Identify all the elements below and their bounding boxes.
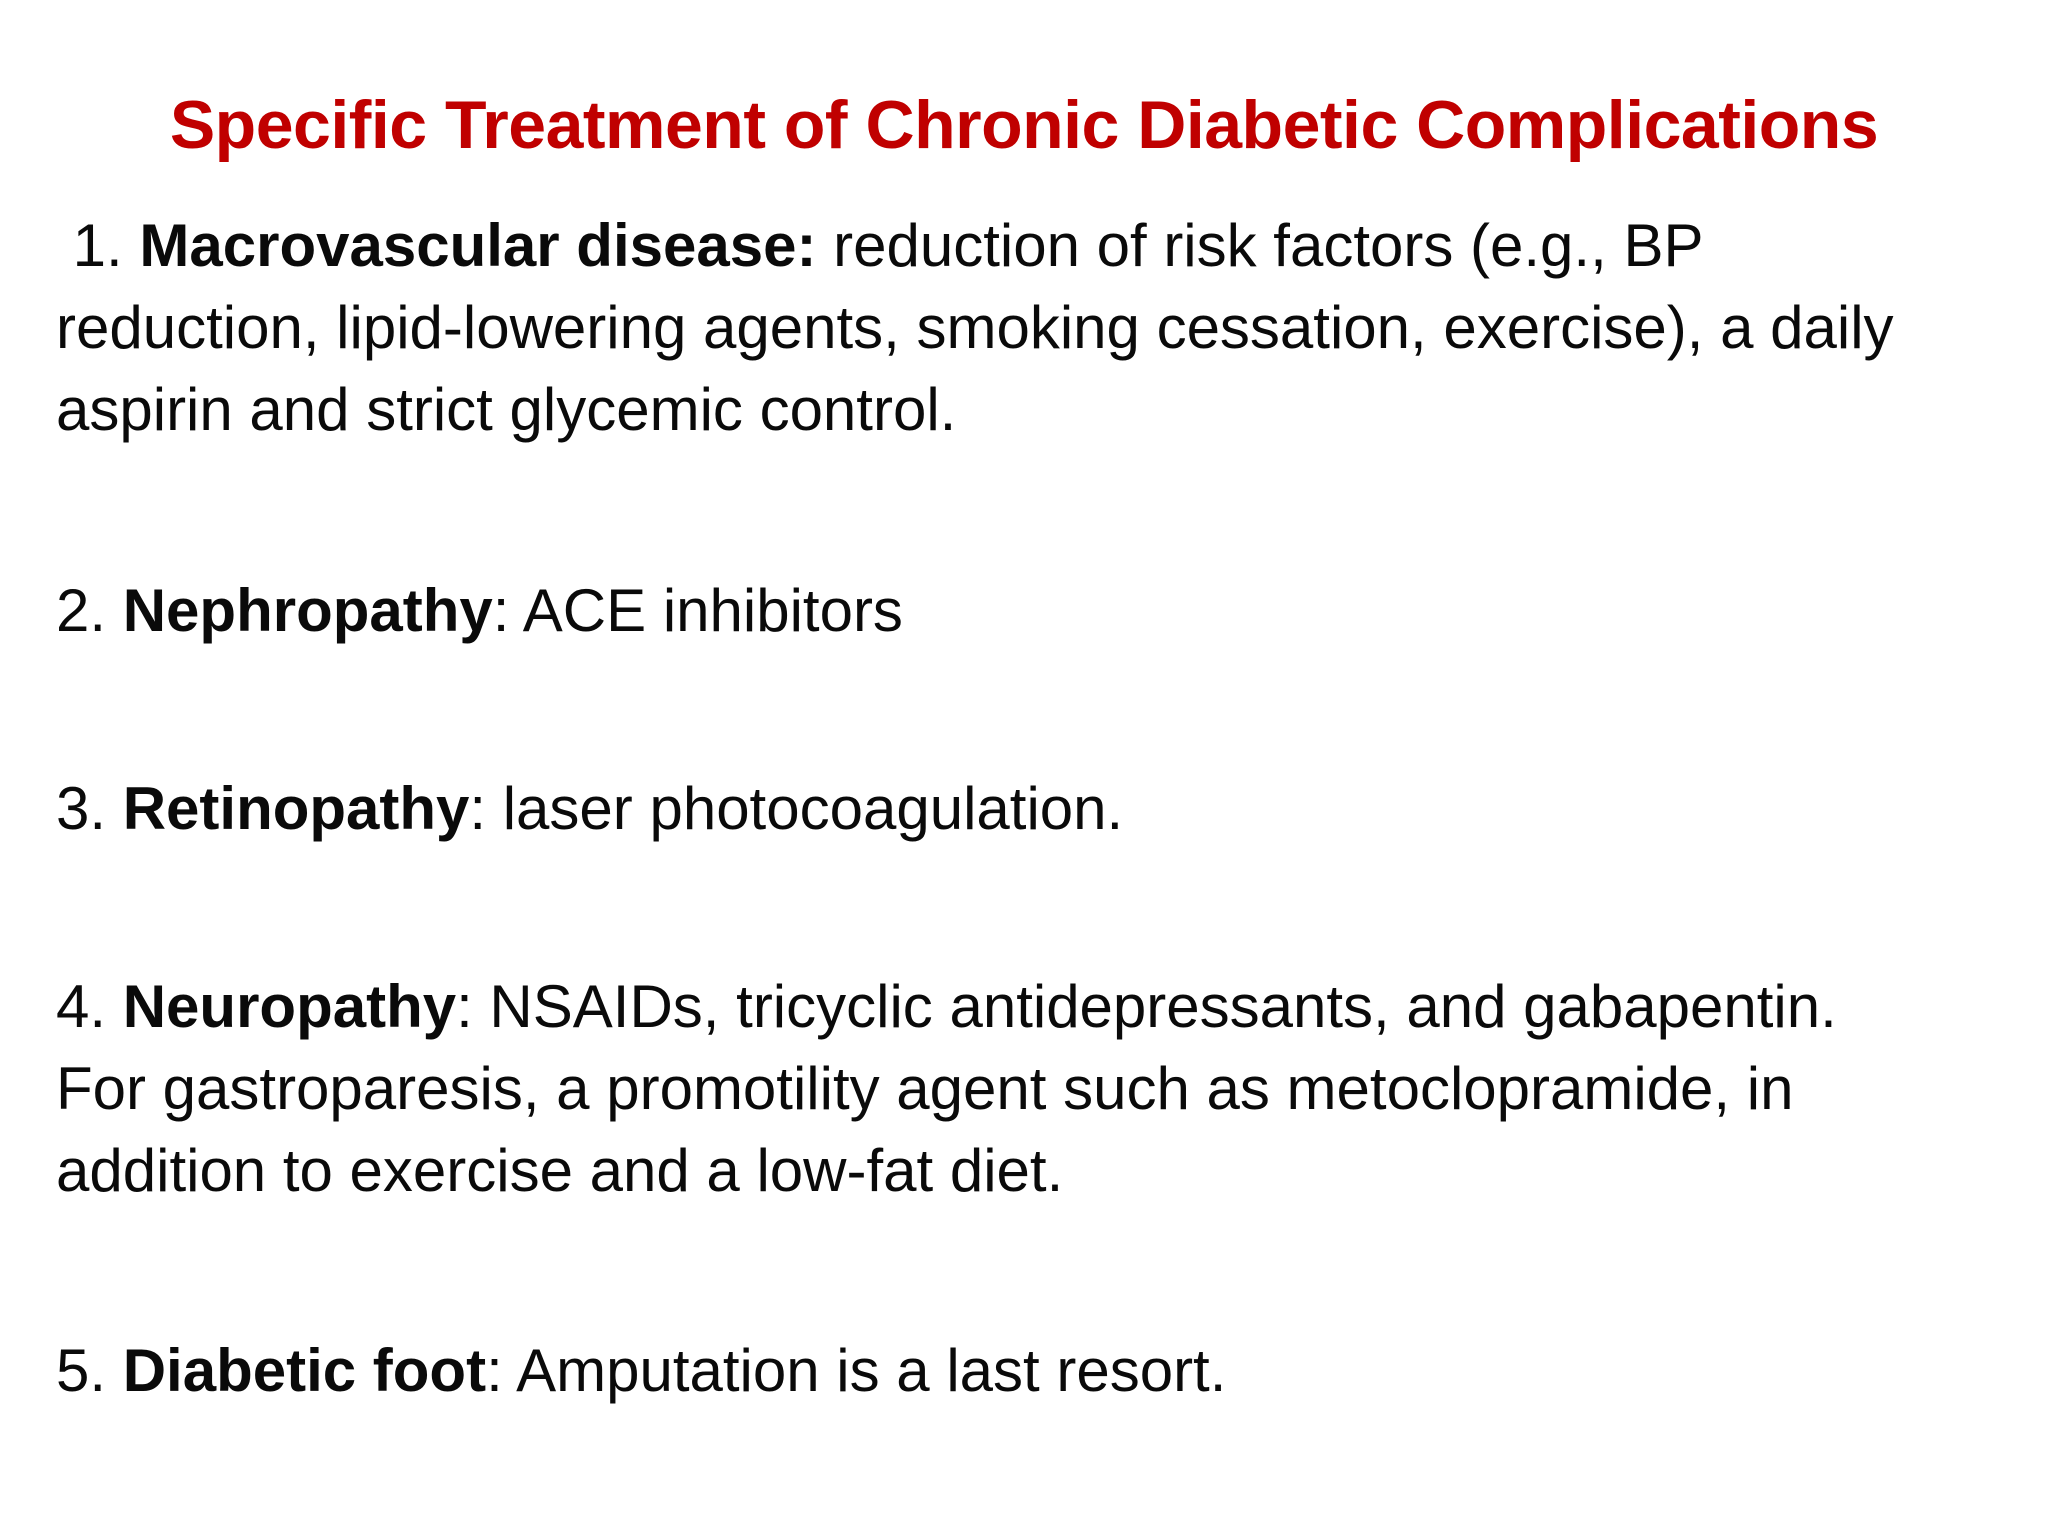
item-text: : Amputation is a last resort.: [486, 1337, 1227, 1404]
item-text: : NSAIDs, tricyclic antidepressants, and gabapentin.: [456, 973, 1837, 1040]
item-text: reduction, lipid-lowering agents, smoking cessation, exercise), a daily: [56, 294, 1894, 361]
item-line: [56, 1330, 1996, 1412]
item-line: [56, 205, 1996, 287]
item-number: 5.: [56, 1337, 107, 1404]
item-term: Macrovascular disease:: [139, 212, 817, 279]
item-text: reduction of risk factors (e.g., BP: [833, 212, 1704, 279]
item-term: Nephropathy: [122, 577, 493, 644]
item-text: For gastroparesis, a promotility agent such as metoclopramide, in: [56, 1055, 1794, 1122]
item-line: [56, 570, 1996, 652]
item-number: 3.: [56, 775, 107, 842]
list-item-nephropathy: [56, 570, 1996, 652]
item-text: : ACE inhibitors: [492, 577, 903, 644]
item-text: aspirin and strict glycemic control.: [56, 376, 957, 443]
item-number: 2.: [56, 577, 107, 644]
item-text: addition to exercise and a low-fat diet.: [56, 1137, 1064, 1204]
list-item-retinopathy: [56, 768, 1996, 850]
item-number: 1.: [72, 212, 123, 279]
item-line: [56, 966, 1996, 1048]
list-item-diabetic-foot: [56, 1330, 1996, 1412]
item-term: Neuropathy: [122, 973, 457, 1040]
item-term: Diabetic foot: [122, 1337, 487, 1404]
list-item-neuropathy: [56, 966, 1996, 1212]
item-term: Retinopathy: [122, 775, 470, 842]
slide-title: Specific Treatment of Chronic Diabetic Complications: [169, 87, 1879, 163]
list-item-macrovascular: [56, 205, 1996, 451]
item-text: : laser photocoagulation.: [469, 775, 1124, 842]
item-number: 4.: [56, 973, 107, 1040]
item-line: [56, 768, 1996, 850]
